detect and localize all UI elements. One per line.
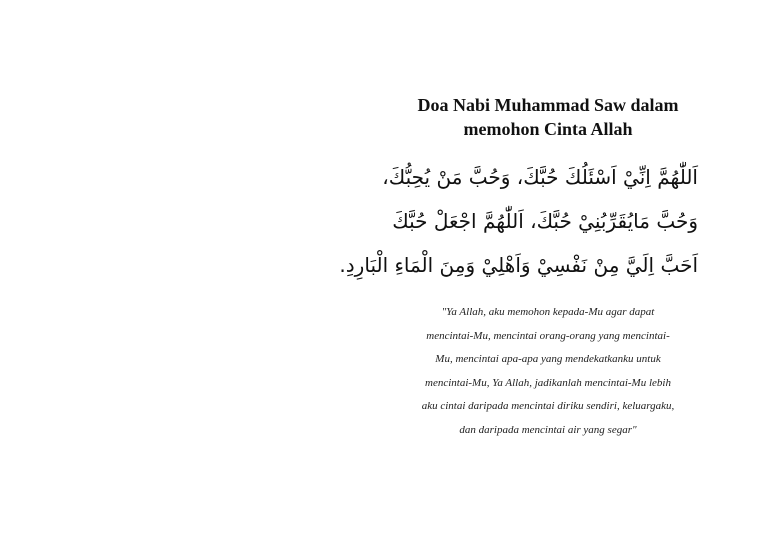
arabic-prayer-text <box>339 155 698 287</box>
arabic-line: وَحُبَّ مَايُقَرِّبُنِيْ حُبَّكَ، اَللّٰهُمَّ اجْعَلْ حُبَّكَ <box>392 209 698 233</box>
translation-line: Mu, mencintai apa-apa yang mendekatkanku untuk <box>435 353 661 365</box>
translation-text <box>398 301 698 442</box>
prayer-title <box>398 93 698 141</box>
translation-line: mencintai-Mu, mencintai orang-orang yang mencintai- <box>426 329 670 342</box>
translation-line: dan daripada mencintai air yang segar" <box>459 423 637 436</box>
translation-line: "Ya Allah, aku memohon kepada-Mu agar dapat <box>441 306 655 318</box>
title-line: memohon Cinta Allah <box>463 119 633 139</box>
translation-line: aku cintai daripada mencintai diriku sendiri, keluargaku, <box>421 400 675 412</box>
translation-line: mencintai-Mu, Ya Allah, jadikanlah mencintai-Mu lebih <box>425 376 671 389</box>
arabic-line: اَحَبَّ اِلَيَّ مِنْ نَفْسِيْ وَاَهْلِيْ وَمِنَ الْمَاءِ الْبَارِدِ. <box>339 253 698 277</box>
arabic-line: اَللّٰهُمَّ اِنِّيْ اَسْئَلُكَ حُبَّكَ، وَحُبَّ مَنْ يُحِبُّكَ، <box>382 165 698 189</box>
title-line: Doa Nabi Muhammad Saw dalam <box>417 95 679 115</box>
prayer-content <box>339 93 698 442</box>
